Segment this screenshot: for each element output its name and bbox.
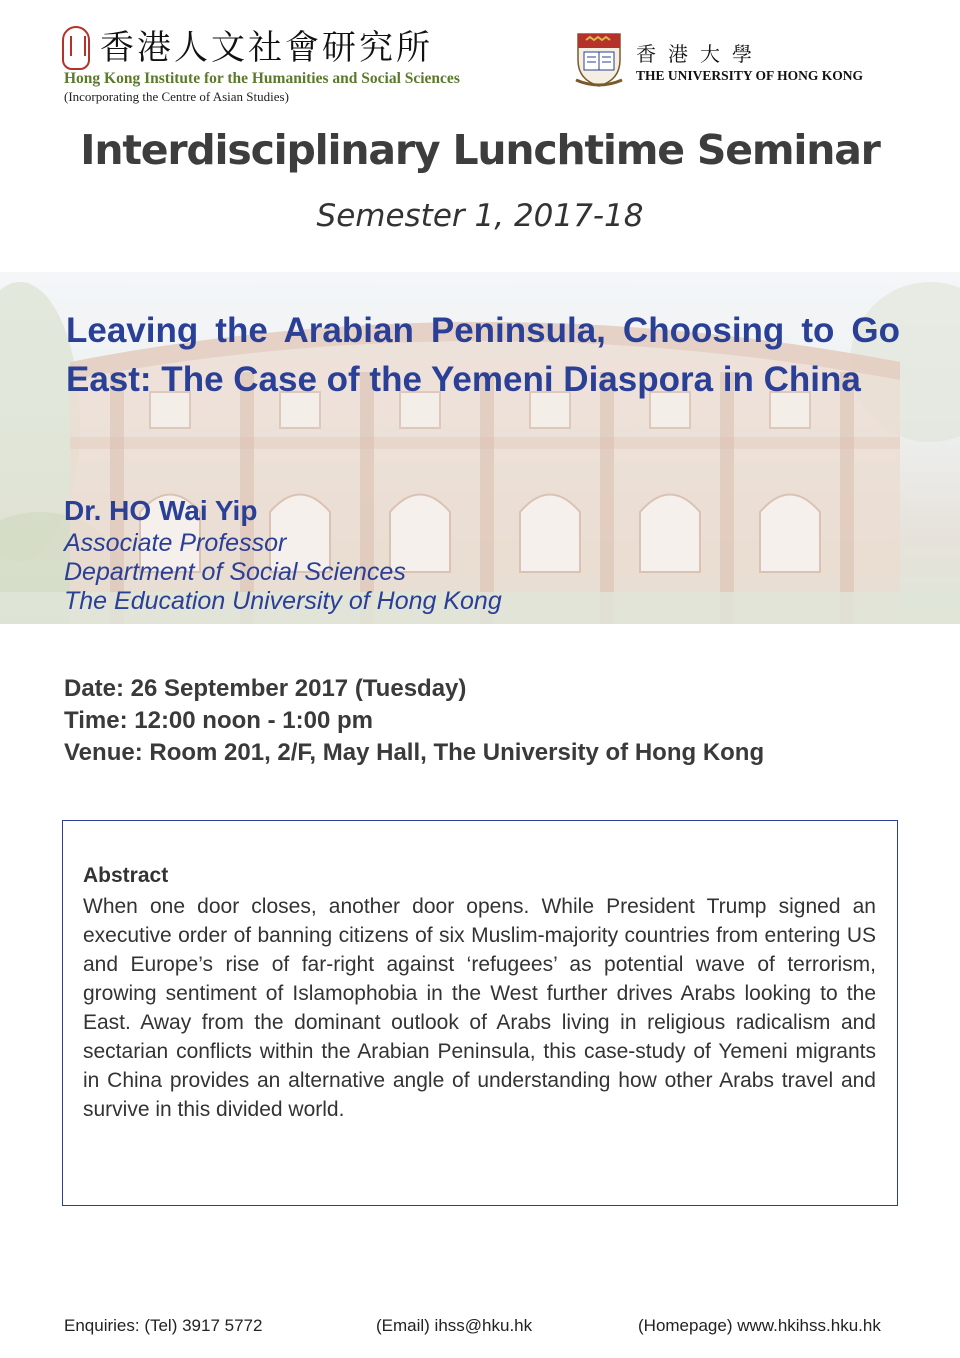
semester-label: Semester 1, 2017-18 [316, 198, 644, 234]
event-time: Time: 12:00 noon - 1:00 pm [64, 707, 373, 734]
abstract-heading: Abstract [83, 864, 169, 887]
event-venue: Venue: Room 201, 2/F, May Hall, The University of Hong Kong [64, 739, 765, 766]
speaker-institution: The Education University of Hong Kong [64, 587, 502, 615]
ihss-subtitle: (Incorporating the Centre of Asian Studies) [64, 89, 289, 104]
event-date: Date: 26 September 2017 (Tuesday) [64, 675, 467, 702]
footer-email[interactable]: (Email) ihss@hku.hk [376, 1316, 533, 1335]
ihss-name-english: Hong Kong Institute for the Humanities and Social Sciences [64, 70, 460, 87]
talk-title: Leaving the Arabian Peninsula, Choosing to Go East: The Case of the Yemeni Diaspora in China [66, 311, 900, 399]
hku-name-english: THE UNIVERSITY OF HONG KONG [636, 68, 864, 83]
hku-name-chinese: 香港大學 [636, 42, 764, 66]
ihss-seal-logo [62, 26, 90, 70]
speaker-position: Associate Professor [64, 529, 287, 557]
speaker-name: Dr. HO Wai Yip [64, 495, 258, 526]
footer-tel: Enquiries: (Tel) 3917 5772 [64, 1316, 263, 1335]
series-title: Interdisciplinary Lunchtime Seminar [80, 126, 880, 174]
ihss-name-chinese: 香港人文社會研究所 [100, 28, 433, 68]
footer-homepage[interactable]: (Homepage) www.hkihss.hku.hk [638, 1316, 881, 1335]
abstract-body: When one door closes, another door opens. While President Trump signed an executive order of banning citizens of six Muslim-majority countries from entering US and Europe’s rise of far-right against ‘refugees’ as potential wave of terrorism, growing sentiment of Islamophobia in the West further drives Arabs looking to the East. Away from the dominant outlook of Arabs living in religious radicalism and sectarian conflicts within the Arabian Peninsula, this case-study of Yemeni migrants in China provides an alternative angle of understanding how other Arabs travel and survive in this divided world. [83, 895, 876, 1121]
speaker-department: Department of Social Sciences [64, 558, 406, 586]
hku-crest-logo [574, 30, 624, 88]
